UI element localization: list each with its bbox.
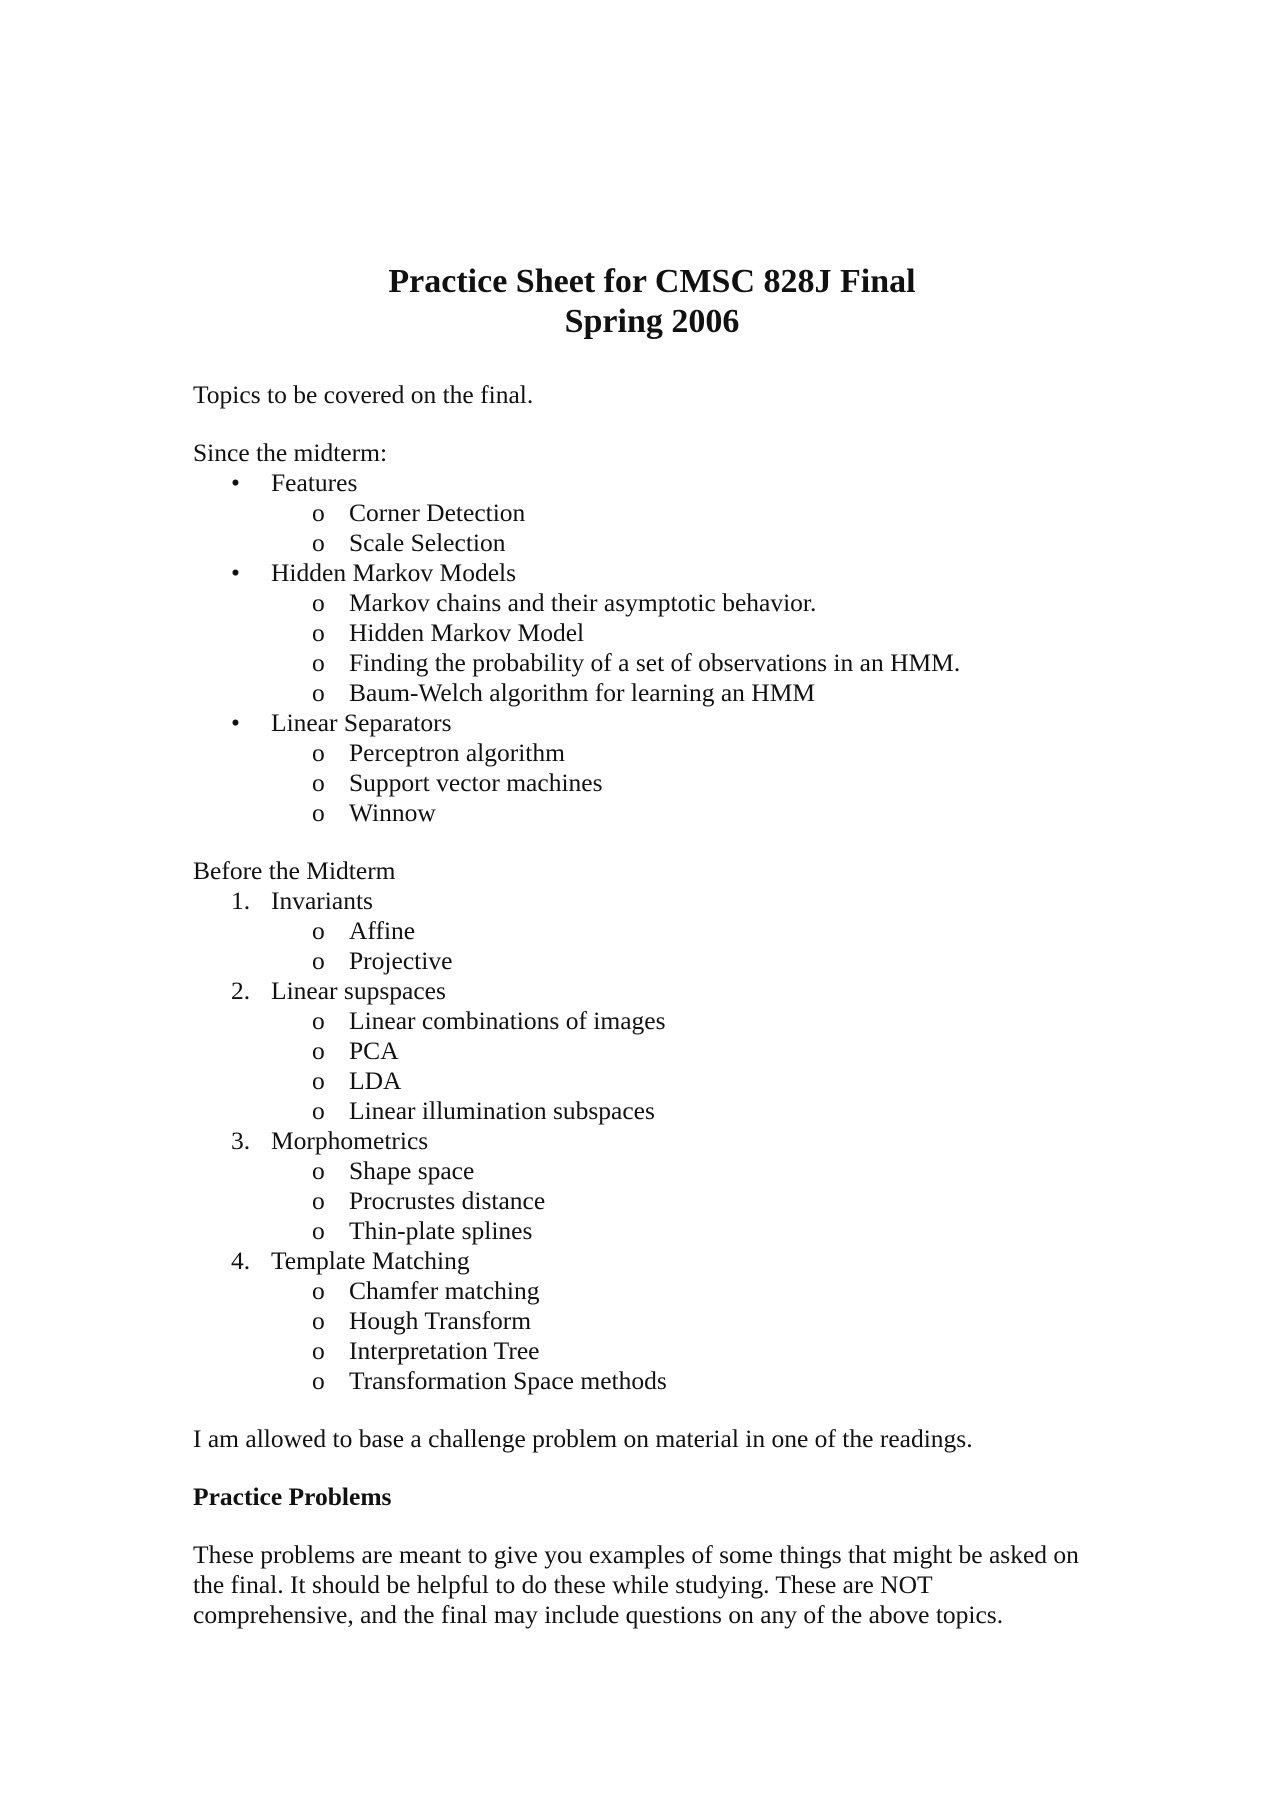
number-marker: 1. — [231, 886, 251, 915]
list-item — [193, 528, 1113, 558]
list-item — [193, 498, 1113, 528]
sub-marker: o — [312, 1186, 325, 1215]
list-item — [193, 468, 1113, 498]
topic-label: Morphometrics — [271, 1126, 429, 1155]
subtopic-label: Projective — [349, 946, 453, 975]
sub-marker: o — [312, 1366, 325, 1395]
sub-marker: o — [312, 798, 325, 827]
list-item — [193, 886, 1113, 916]
list-item — [193, 1306, 1113, 1336]
bullet-marker: • — [231, 468, 240, 497]
topic-label: Hidden Markov Models — [271, 558, 517, 587]
subtopic-label: PCA — [349, 1036, 399, 1065]
subtopic-label: Hidden Markov Model — [349, 618, 585, 647]
topic-label: Linear Separators — [271, 708, 452, 737]
list-item — [193, 1336, 1113, 1366]
subtopic-label: Markov chains and their asymptotic behavior. — [349, 588, 817, 617]
list-item — [193, 1036, 1113, 1066]
subtopic-label: Support vector machines — [349, 768, 603, 797]
subtopic-label: Linear illumination subspaces — [349, 1096, 655, 1125]
sub-marker: o — [312, 738, 325, 767]
number-marker: 2. — [231, 976, 251, 1005]
challenge-note: I am allowed to base a challenge problem on material in one of the readings. — [193, 1424, 973, 1453]
topic-label: Template Matching — [271, 1246, 470, 1275]
list-item — [193, 558, 1113, 588]
sub-marker: o — [312, 946, 325, 975]
list-item — [193, 1126, 1113, 1156]
number-marker: 4. — [231, 1246, 251, 1275]
subtopic-label: Perceptron algorithm — [349, 738, 565, 767]
topic-label: Features — [271, 468, 358, 497]
subtopic-label: Corner Detection — [349, 498, 526, 527]
sub-marker: o — [312, 1096, 325, 1125]
sub-marker: o — [312, 528, 325, 557]
sub-marker: o — [312, 648, 325, 677]
practice-body-line-2: the final. It should be helpful to do these while studying. These are NOT — [193, 1570, 933, 1599]
subtopic-label: Thin-plate splines — [349, 1216, 533, 1245]
since-midterm-heading: Since the midterm: — [193, 438, 388, 467]
subtopic-label: Scale Selection — [349, 528, 506, 557]
subtopic-label: Procrustes distance — [349, 1186, 546, 1215]
sub-marker: o — [312, 1216, 325, 1245]
list-item — [193, 976, 1113, 1006]
list-item — [193, 1186, 1113, 1216]
practice-heading: Practice Problems — [193, 1482, 392, 1511]
list-item — [193, 618, 1113, 648]
sub-marker: o — [312, 1036, 325, 1065]
document-title — [0, 262, 1280, 342]
subtopic-label: Shape space — [349, 1156, 475, 1185]
title-line-1: Practice Sheet for CMSC 828J Final — [388, 263, 916, 300]
list-item — [193, 678, 1113, 708]
document-body — [193, 380, 1113, 1630]
subtopic-label: Interpretation Tree — [349, 1336, 540, 1365]
sub-marker: o — [312, 1306, 325, 1335]
list-item — [193, 588, 1113, 618]
title-line-2: Spring 2006 — [564, 303, 740, 340]
sub-marker: o — [312, 678, 325, 707]
subtopic-label: Affine — [349, 916, 416, 945]
topic-label: Invariants — [271, 886, 373, 915]
subtopic-label: Winnow — [349, 798, 436, 827]
list-item — [193, 708, 1113, 738]
list-item — [193, 798, 1113, 828]
list-item — [193, 1276, 1113, 1306]
topic-label: Linear supspaces — [271, 976, 446, 1005]
list-item — [193, 1156, 1113, 1186]
number-marker: 3. — [231, 1126, 251, 1155]
subtopic-label: Linear combinations of images — [349, 1006, 666, 1035]
list-item — [193, 1066, 1113, 1096]
intro-text: Topics to be covered on the final. — [193, 380, 534, 409]
list-item — [193, 1216, 1113, 1246]
bullet-marker: • — [231, 708, 240, 737]
subtopic-label: Hough Transform — [349, 1306, 532, 1335]
list-item — [193, 916, 1113, 946]
sub-marker: o — [312, 768, 325, 797]
sub-marker: o — [312, 1336, 325, 1365]
subtopic-label: Finding the probability of a set of observations in an HMM. — [349, 648, 961, 677]
sub-marker: o — [312, 1156, 325, 1185]
subtopic-label: LDA — [349, 1066, 402, 1095]
list-item — [193, 648, 1113, 678]
subtopic-label: Transformation Space methods — [349, 1366, 667, 1395]
practice-body-line-3: comprehensive, and the final may include questions on any of the above topics. — [193, 1600, 1004, 1629]
sub-marker: o — [312, 1066, 325, 1095]
sub-marker: o — [312, 618, 325, 647]
before-midterm-heading: Before the Midterm — [193, 856, 396, 885]
sub-marker: o — [312, 1276, 325, 1305]
list-item — [193, 946, 1113, 976]
before-midterm-list — [193, 886, 1113, 1396]
subtopic-label: Baum-Welch algorithm for learning an HMM — [349, 678, 816, 707]
bullet-marker: • — [231, 558, 240, 587]
list-item — [193, 1246, 1113, 1276]
list-item — [193, 1366, 1113, 1396]
since-midterm-list — [193, 468, 1113, 828]
practice-body-line-1: These problems are meant to give you examples of some things that might be asked on — [193, 1540, 1079, 1569]
sub-marker: o — [312, 498, 325, 527]
list-item — [193, 1006, 1113, 1036]
list-item — [193, 738, 1113, 768]
list-item — [193, 1096, 1113, 1126]
list-item — [193, 768, 1113, 798]
sub-marker: o — [312, 916, 325, 945]
sub-marker: o — [312, 1006, 325, 1035]
sub-marker: o — [312, 588, 325, 617]
subtopic-label: Chamfer matching — [349, 1276, 540, 1305]
